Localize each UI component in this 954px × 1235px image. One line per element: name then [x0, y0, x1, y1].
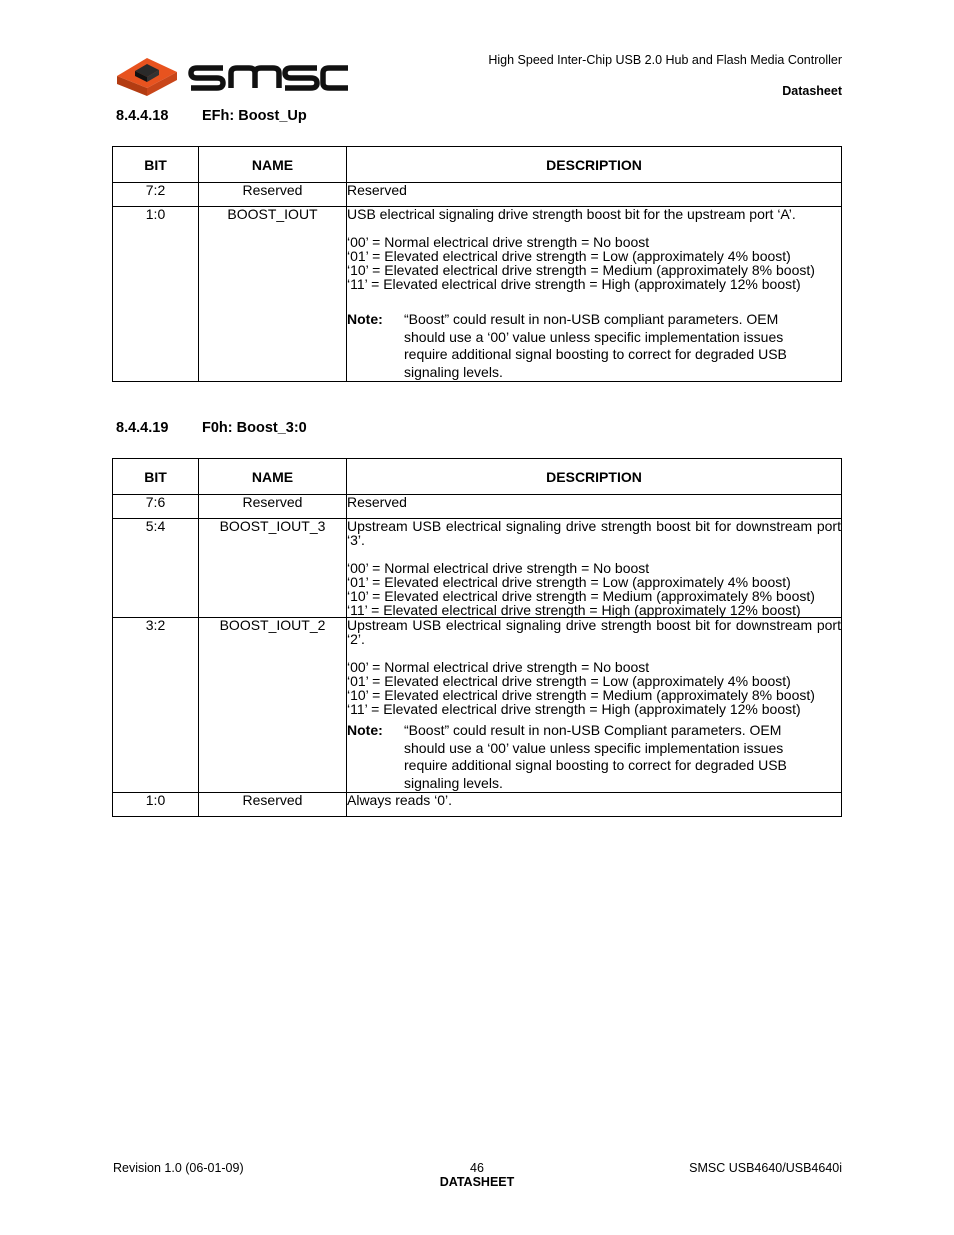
register-table-boost-up [112, 146, 842, 382]
description-cell: Reserved [347, 495, 842, 519]
note [347, 311, 841, 381]
column-header-description: DESCRIPTION [347, 459, 842, 495]
table-row [113, 183, 842, 207]
table-header-row [113, 147, 842, 183]
section-heading-boost-up [116, 108, 307, 124]
name-cell: Reserved [199, 495, 347, 519]
bit-cell: 5:4 [113, 519, 199, 618]
name-cell: Reserved [199, 183, 347, 207]
footer-product: SMSC USB4640/USB4640i [689, 1161, 842, 1175]
option-line: ‘01’ = Elevated electrical drive strength = Low (approximately 4% boost) [347, 673, 791, 689]
option-line: ‘00’ = Normal electrical drive strength = No boost [347, 560, 650, 576]
bit-cell: 1:0 [113, 207, 199, 382]
option-line: ‘11’ = Elevated electrical drive strength = High (approximately 12% boost) [347, 701, 801, 717]
option-line: ‘01’ = Elevated electrical drive strength = Low (approximately 4% boost) [347, 248, 791, 264]
note-text: “Boost” could result in non-USB compliant parameters. OEM should use a ‘00’ value unless specific implementation issues require additional signal boosting to correct for degraded USB signaling levels. [404, 311, 787, 380]
note-label: Note: [347, 722, 383, 738]
name-cell: Reserved [199, 793, 347, 817]
bit-cell: 1:0 [113, 793, 199, 817]
footer-revision: Revision 1.0 (06-01-09) [113, 1161, 244, 1175]
column-header-bit: BIT [113, 147, 199, 183]
bit-cell: 3:2 [113, 618, 199, 793]
note-label: Note: [347, 311, 383, 327]
section-heading-boost-3-0 [116, 420, 307, 436]
description-intro: USB electrical signaling drive strength boost bit for the upstream port ‘A’. [347, 206, 796, 222]
option-line: ‘11’ = Elevated electrical drive strength = High (approximately 12% boost) [347, 602, 801, 618]
option-line: ‘10’ = Elevated electrical drive strength = Medium (approximately 8% boost) [347, 262, 815, 278]
smsc-logo [113, 54, 348, 98]
option-line: ‘01’ = Elevated electrical drive strength = Low (approximately 4% boost) [347, 574, 791, 590]
option-line: ‘10’ = Elevated electrical drive strength = Medium (approximately 8% boost) [347, 588, 815, 604]
document-type: Datasheet [782, 84, 842, 98]
bit-cell: 7:6 [113, 495, 199, 519]
table-row [113, 519, 842, 618]
name-cell: BOOST_IOUT_3 [199, 519, 347, 618]
option-line: ‘00’ = Normal electrical drive strength = No boost [347, 234, 650, 250]
description-cell [347, 207, 842, 382]
table-row [113, 495, 842, 519]
table-row [113, 793, 842, 817]
description-cell: Reserved [347, 183, 842, 207]
option-line: ‘11’ = Elevated electrical drive strength = High (approximately 12% boost) [347, 276, 801, 292]
register-table-boost-3-0 [112, 458, 842, 817]
description-intro: Upstream USB electrical signaling drive strength boost bit for downstream port ‘3’. [347, 518, 841, 548]
page-number: 46 [470, 1161, 484, 1175]
name-cell: BOOST_IOUT_2 [199, 618, 347, 793]
description-intro: Upstream USB electrical signaling drive strength boost bit for downstream port ‘2’. [347, 617, 841, 647]
column-header-name: NAME [199, 147, 347, 183]
name-cell: BOOST_IOUT [199, 207, 347, 382]
table-row [113, 618, 842, 793]
section-title: F0h: Boost_3:0 [202, 420, 307, 436]
option-line: ‘10’ = Elevated electrical drive strength = Medium (approximately 8% boost) [347, 687, 815, 703]
description-cell: Always reads ‘0’. [347, 793, 842, 817]
column-header-description: DESCRIPTION [347, 147, 842, 183]
option-line: ‘00’ = Normal electrical drive strength = No boost [347, 659, 650, 675]
column-header-bit: BIT [113, 459, 199, 495]
section-title: EFh: Boost_Up [202, 108, 307, 124]
document-title: High Speed Inter-Chip USB 2.0 Hub and Flash Media Controller [488, 53, 842, 67]
note-text: “Boost” could result in non-USB Compliant parameters. OEM should use a ‘00’ value unless specific implementation issues require additional signal boosting to correct for degraded USB signaling levels. [404, 722, 787, 791]
bit-cell: 7:2 [113, 183, 199, 207]
table-row [113, 207, 842, 382]
section-number: 8.4.4.18 [116, 108, 169, 124]
description-cell [347, 618, 842, 793]
footer-label: DATASHEET [439, 1175, 515, 1189]
note [347, 722, 841, 792]
description-cell [347, 519, 842, 618]
column-header-name: NAME [199, 459, 347, 495]
section-number: 8.4.4.19 [116, 420, 169, 436]
table-header-row [113, 459, 842, 495]
